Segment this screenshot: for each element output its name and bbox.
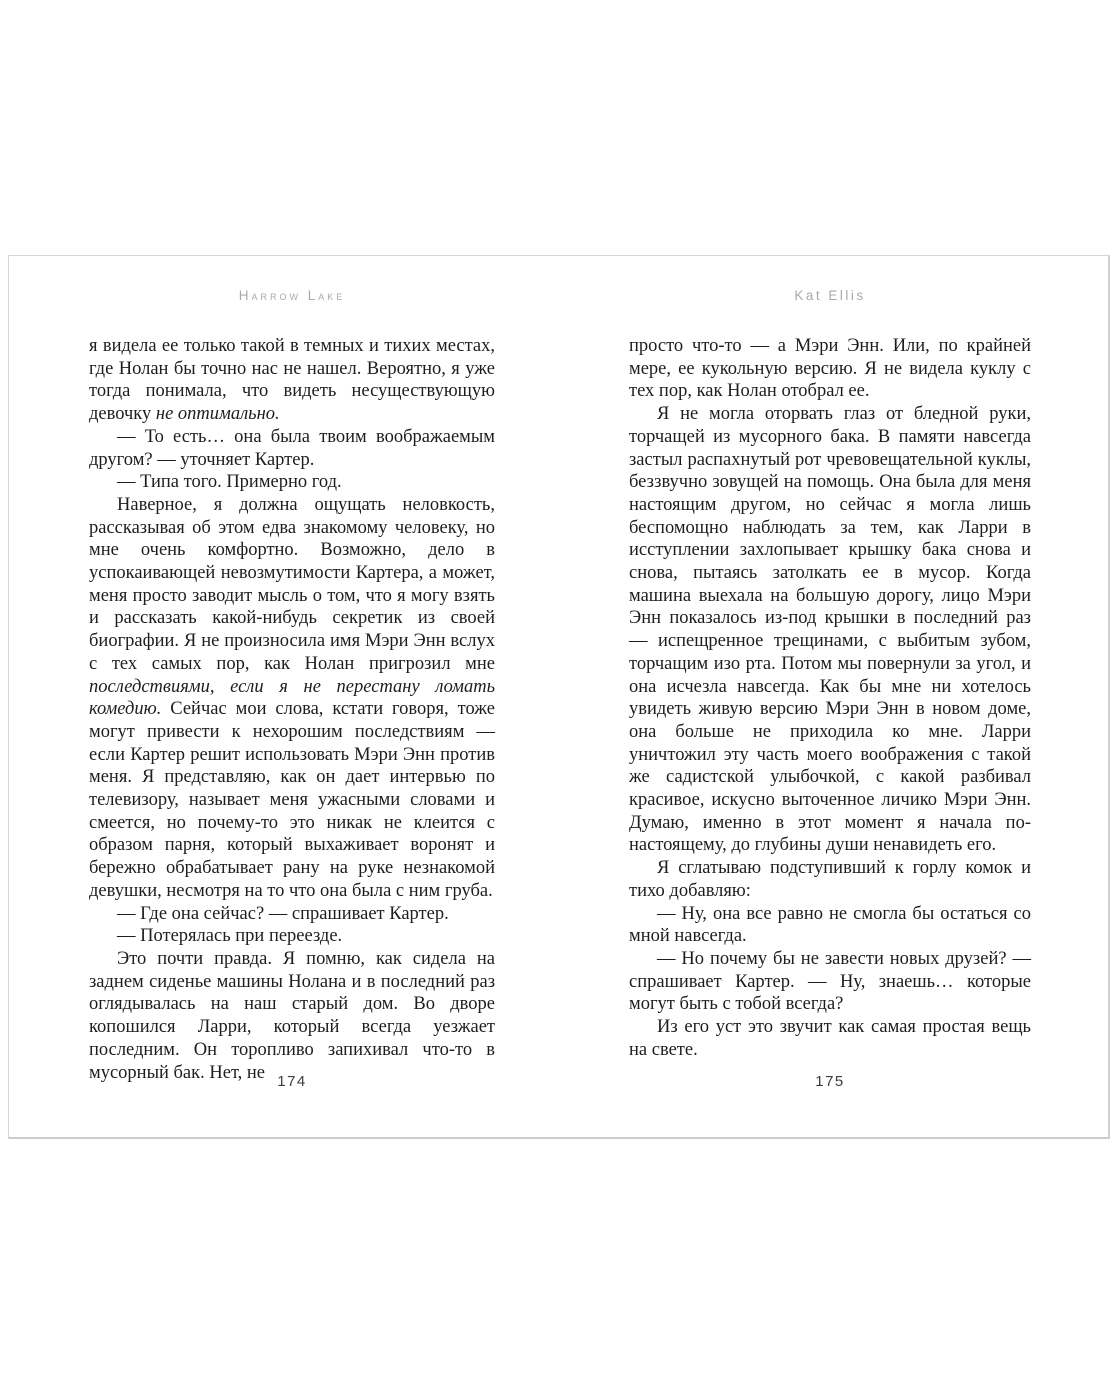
book-spread-panel: [8, 255, 1110, 1139]
paragraph: — Где она сейчас? — спрашивает Картер.: [117, 903, 449, 924]
paragraph: Это почти правда. Я помню, как сидела на заднем сиденье машины Нолана и в последний раз оглядывалась на наш старый дом. Во дворе копошился Ларри, который всегда уезжает последним. Он торопливо запихивал что-то в мусорный бак. Нет, не: [89, 948, 495, 1083]
page-number-right: 175: [815, 1073, 845, 1090]
page-body-left: [89, 335, 495, 1084]
paragraph: — То есть… она была твоим воображаемым другом? — уточняет Картер.: [89, 426, 495, 470]
paragraph: — Потерялась при переезде.: [117, 926, 343, 947]
paragraph: я видела ее только такой в темных и тихих местах, где Нолан бы точно нас не нашел. Вероятно, я уже тогда понимала, что видеть несуществующую девочку не оптимально.: [89, 336, 495, 425]
paragraph: Наверное, я должна ощущать неловкость, рассказывая об этом едва знакомому человеку, но мне очень комфортно. Возможно, дело в успокаивающей невозмутимости Картера, а может, меня просто заводит мысль о том, что я могу взять и рассказать какой-нибудь секретик из своей биографии. Я не произносила имя Мэри Энн вслух с тех самых пор, как Нолан пригрозил мне последствиями, если я не перестану ломать комедию. Сейчас мои слова, кстати говоря, тоже могут привести к нехорошим последствиям — если Картер решит использовать Мэри Энн против меня. Я представляю, как он дает интервью по телевизору, называет меня ужасными словами и смеется, но почему-то это никак не клеится с образом парня, который выхаживает воронят и бережно обрабатывает рану на руке незнакомой девушки, несмотря на то что она была с ним груба.: [89, 494, 495, 901]
page-number-left: 174: [277, 1073, 307, 1090]
paragraph: — Типа того. Примерно год.: [117, 472, 342, 493]
paragraph: — Но почему бы не завести новых друзей? — спрашивает Картер. — Ну, знаешь… которые могут быть с тобой всегда?: [629, 948, 1031, 1015]
paragraph: — Ну, она все равно не смогла бы остаться со мной навсегда.: [629, 903, 1031, 947]
running-head-author-name: Kat Ellis: [794, 288, 866, 303]
paragraph: Я сглатываю подступивший к горлу комок и тихо добавляю:: [629, 858, 1031, 901]
paragraph: просто что-то — а Мэри Энн. Или, по крайней мере, ее кукольную версию. Я не видела куклу с тех пор, как Нолан отобрал ее.: [629, 336, 1031, 402]
book-page-right: [629, 256, 1031, 1140]
page-body-right: [629, 335, 1031, 1062]
paragraph: Я не могла оторвать глаз от бледной руки, торчащей из мусорного бака. В памяти навсегда застыл распахнутый рот чревовещательной куклы, беззвучно зовущей на помощь. Она была для меня настоящим другом, но сейчас я могла лишь беспомощно наблюдать за тем, как Ларри в исступлении захлопывает крышку бака снова и снова, пытаясь затолкать ее в мусор. Когда машина выехала на большую дорогу, лицо Мэри Энн показалось из-под крышки в последний раз — испещренное трещинами, с выбитым зубом, торчащим изо рта. Потом мы повернули за угол, и она исчезла навсегда. Как бы мне ни хотелось увидеть живую версию Мэри Энн в новом доме, она больше не приходила ко мне. Ларри уничтожил эту часть моего воображения с такой же садистской улыбочкой, с какой разбивал красивое, искусно выточенное личико Мэри Энн. Думаю, именно в этот момент я начала по-настоящему, до глубины души ненавидеть его.: [629, 404, 1031, 856]
paragraph: Из его уст это звучит как самая простая вещь на свете.: [629, 1017, 1031, 1060]
running-head-book-title: Harrow Lake: [238, 288, 346, 303]
book-page-left: [89, 256, 495, 1140]
